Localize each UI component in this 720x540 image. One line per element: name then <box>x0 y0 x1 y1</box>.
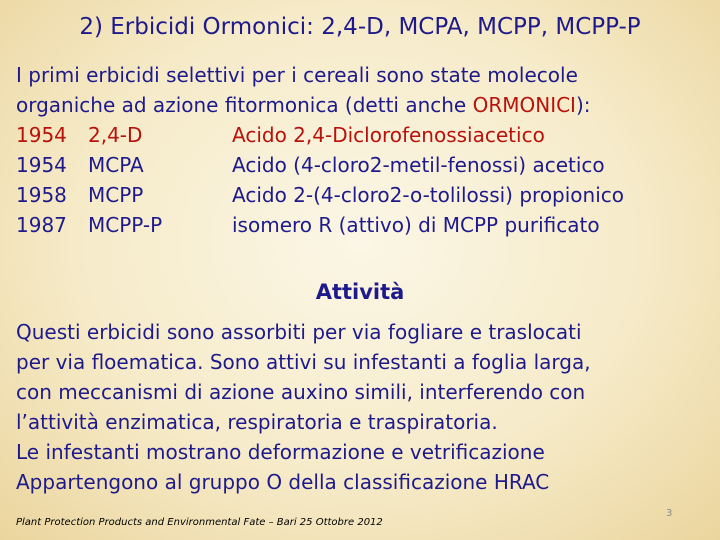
intro-line-2-end: ): <box>575 93 591 117</box>
herbicide-year: 1958 <box>16 183 67 207</box>
herbicide-row <box>16 180 706 210</box>
herbicide-name: isomero R (attivo) di MCPP purificato <box>232 213 600 237</box>
herbicide-year: 1987 <box>16 213 67 237</box>
herbicide-row <box>16 120 706 150</box>
intro-line-2-start: organiche ad azione fitormonica (detti anche <box>16 93 473 117</box>
intro-line-1: I primi erbicidi selettivi per i cereali sono state molecole <box>16 63 578 87</box>
herbicide-row <box>16 210 706 240</box>
page-number: 3 <box>666 508 673 519</box>
ormonici-highlight: ORMONICI <box>472 93 576 117</box>
activity-line: l’attività enzimatica, respiratoria e traspiratoria. <box>16 410 498 434</box>
herbicide-name: Acido (4-cloro2-metil-fenossi) acetico <box>232 153 605 177</box>
herbicide-code: MCPP <box>88 183 144 207</box>
herbicide-year: 1954 <box>16 123 67 147</box>
activity-line: Questi erbicidi sono assorbiti per via fogliare e traslocati <box>16 320 582 344</box>
herbicide-code: MCPA <box>88 153 144 177</box>
activity-line: Le infestanti mostrano deformazione e vetrificazione <box>16 440 545 464</box>
herbicide-table <box>16 120 706 240</box>
footer-text: Plant Protection Products and Environmental Fate – Bari 25 Ottobre 2012 <box>16 517 383 528</box>
intro-text <box>16 60 706 120</box>
herbicide-row <box>16 150 706 180</box>
herbicide-year: 1954 <box>16 153 67 177</box>
slide-title: 2) Erbicidi Ormonici: 2,4-D, MCPA, MCPP, MCPP-P <box>79 14 641 40</box>
activity-line: Appartengono al gruppo O della classificazione HRAC <box>16 470 550 494</box>
herbicide-code: MCPP-P <box>88 213 163 237</box>
intro-line-2 <box>16 90 706 120</box>
herbicide-code: 2,4-D <box>88 123 143 147</box>
activity-line: per via floematica. Sono attivi su infestanti a foglia larga, <box>16 350 591 374</box>
herbicide-name: Acido 2-(4-cloro2-o-tolilossi) propionico <box>232 183 625 207</box>
activity-line: con meccanismi di azione auxino simili, interferendo con <box>16 380 586 404</box>
herbicide-name: Acido 2,4-Diclorofenossiacetico <box>232 123 545 147</box>
activity-heading: Attività <box>315 280 405 304</box>
activity-text <box>16 317 706 497</box>
